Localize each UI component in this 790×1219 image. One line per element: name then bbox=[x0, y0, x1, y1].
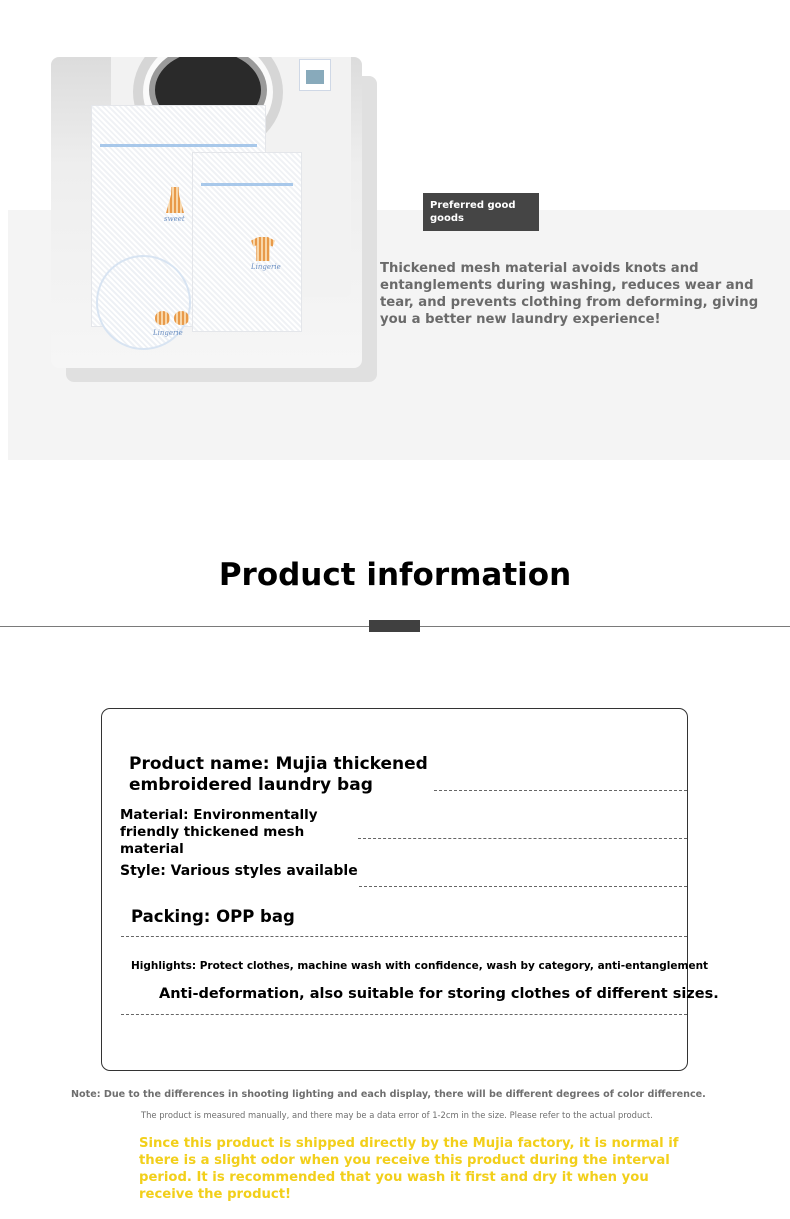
product-anti-deformation: Anti-deformation, also suitable for storing clothes of different sizes. bbox=[159, 986, 719, 1002]
preferred-tag: Preferred good goods bbox=[423, 193, 539, 231]
row-divider bbox=[434, 790, 687, 791]
qr-sticker bbox=[299, 59, 331, 91]
embroidery-label: sweet bbox=[164, 215, 185, 223]
embroidery-label: Lingerie bbox=[153, 329, 183, 337]
color-difference-note: Note: Due to the differences in shooting lighting and each display, there will be different degrees of color difference. bbox=[71, 1089, 706, 1100]
product-highlights: Highlights: Protect clothes, machine wash with confidence, wash by category, anti-entanglement bbox=[131, 960, 709, 972]
laundry-bag-photo bbox=[51, 57, 362, 368]
odor-note: Since this product is shipped directly by the Mujia factory, it is normal if there is a slight odor when you receive this product during the interval period. It is recommended that you wash it first and dry it when you receive the product! bbox=[139, 1136, 679, 1202]
row-divider bbox=[359, 886, 687, 887]
embroidery-label: Lingerie bbox=[251, 263, 281, 271]
section-title: Product information bbox=[218, 557, 572, 593]
size-error-note: The product is measured manually, and there may be a data error of 1-2cm in the size. Please refer to the actual product. bbox=[141, 1110, 653, 1120]
product-material: Material: Environmentally friendly thickened mesh material bbox=[120, 807, 318, 857]
product-style: Style: Various styles available bbox=[120, 863, 358, 879]
product-packing: Packing: OPP bag bbox=[131, 907, 295, 926]
row-divider bbox=[121, 1014, 687, 1015]
zipper bbox=[100, 144, 257, 147]
bra-embroidery-icon bbox=[155, 307, 189, 327]
product-name: Product name: Mujia thickened embroidered laundry bag bbox=[129, 754, 428, 795]
feature-description: Thickened mesh material avoids knots and entanglements during washing, reduces wear and tear, and prevents clothing from deforming, giving you a better new laundry experience! bbox=[380, 261, 759, 327]
zipper bbox=[201, 183, 293, 186]
title-accent-bar bbox=[369, 620, 420, 632]
row-divider bbox=[121, 936, 687, 937]
row-divider bbox=[358, 838, 687, 839]
medium-mesh-bag bbox=[192, 152, 302, 332]
